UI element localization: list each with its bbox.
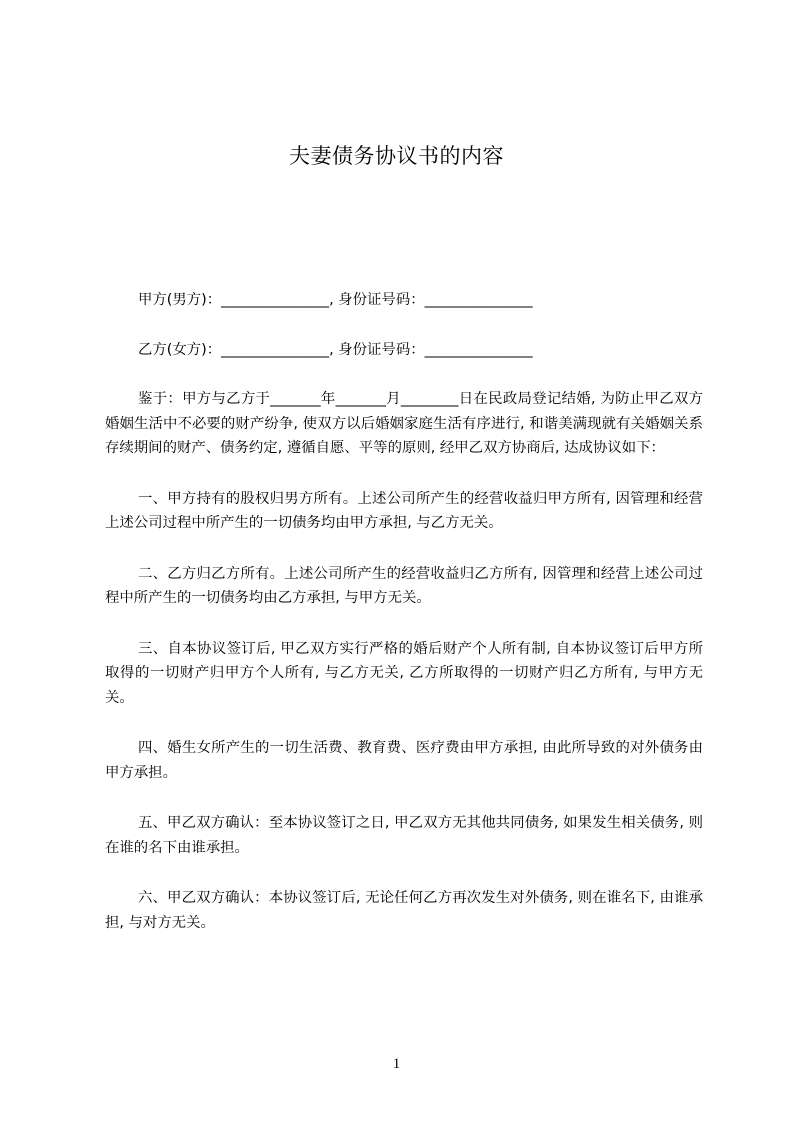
clause-1: 一、甲方持有的股权归男方所有。上述公司所产生的经营收益归甲方所有, 因管理和经营上述公司过程中所产生的一切债务均由甲方承担, 与乙方无关。 [105,490,703,531]
document-title: 夫妻债务协议书的内容 [289,144,504,168]
clause-4: 四、婚生女所产生的一切生活费、教育费、医疗费由甲方承担, 由此所导致的对外债务由甲方承担。 [105,740,703,781]
clause-3: 三、自本协议签订后, 甲乙双方实行严格的婚后财产个人所有制, 自本协议签订后甲方所取得的一切财产归甲方个人所有, 与乙方无关, 乙方所取得的一切财产归乙方所有, 与甲方无关。 [105,640,703,706]
preamble-paragraph: 鉴于：甲方与乙方于_______年_______月________日在民政局登记结婚, 为防止甲乙双方婚姻生活中不必要的财产纷争, 使双方以后婚姻家庭生活有序进行, 和谐美满现就有关婚姻关系存续期间的财产、债务约定, 遵循自愿、平等的原则, 经甲乙双方协商后, 达成协议如下： [105,391,703,456]
page-number: 1 [392,1056,401,1072]
party-b-line: 乙方(女方)：_______________, 身份证号码：_______________ [138,341,533,358]
clause-5: 五、甲乙双方确认：至本协议签订之日, 甲乙双方无其他共同债务, 如果发生相关债务, 则在谁的名下由谁承担。 [105,815,703,856]
party-a-line: 甲方(男方)：_______________, 身份证号码：_______________ [138,292,533,308]
document-body [105,288,703,961]
clause-2: 二、乙方归乙方所有。上述公司所产生的经营收益归乙方所有, 因管理和经营上述公司过程中所产生的一切债务均由乙方承担, 与甲方无关。 [105,565,703,606]
clause-6: 六、甲乙双方确认：本协议签订后, 无论任何乙方再次发生对外债务, 则在谁名下, 由谁承担, 与对方无关。 [105,890,703,931]
